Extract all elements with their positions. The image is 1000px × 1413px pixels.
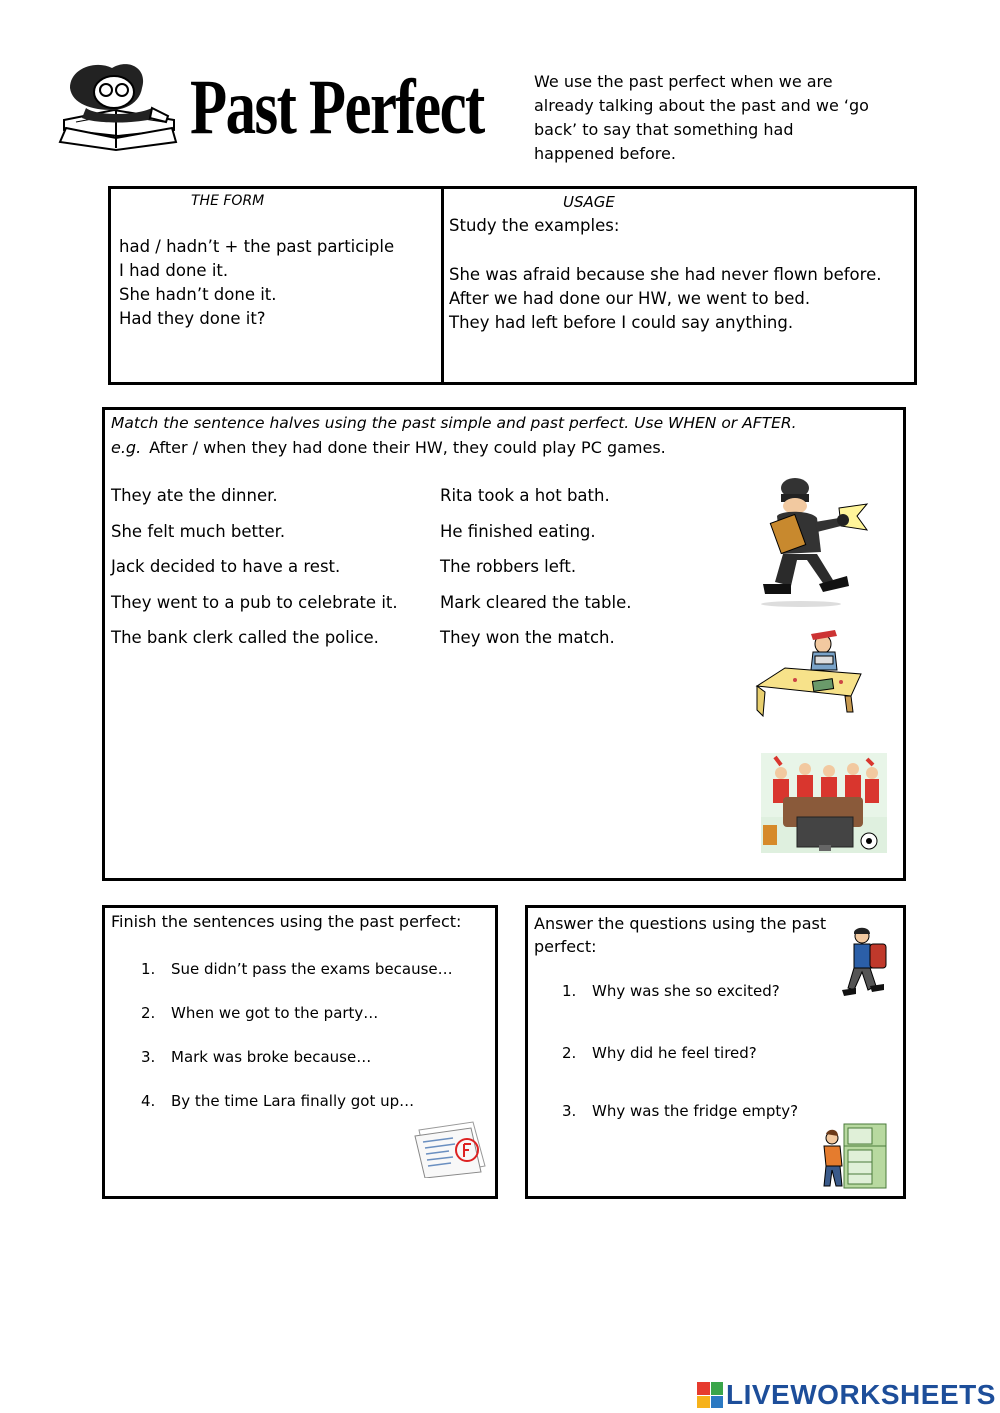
finish-title: Finish the sentences using the past perfect: bbox=[111, 912, 462, 931]
item-number: 3. bbox=[562, 1102, 577, 1120]
finish-sentences-box bbox=[102, 905, 498, 1199]
form-line: I had done it. bbox=[119, 261, 229, 280]
form-lines bbox=[119, 235, 394, 331]
item-number: 4. bbox=[141, 1092, 156, 1110]
logo-square bbox=[711, 1382, 724, 1395]
left-sentence: She felt much better. bbox=[111, 521, 286, 541]
right-sentence: They won the match. bbox=[440, 628, 615, 647]
form-line: Had they done it? bbox=[119, 309, 266, 328]
empty-fridge-icon bbox=[820, 1120, 890, 1192]
intro-text: We use the past perfect when we are already talking about the past and we ‘go back’ to say that something had happened before. bbox=[534, 72, 869, 163]
right-sentence: The robbers left. bbox=[440, 557, 577, 576]
item-number: 1. bbox=[141, 960, 156, 978]
liveworksheets-logo[interactable] bbox=[697, 1378, 996, 1412]
usage-line: They had left before I could say anything. bbox=[449, 313, 794, 332]
item-text: When we got to the party… bbox=[171, 1004, 379, 1022]
item-text: Why was she so excited? bbox=[592, 982, 780, 1000]
usage-line: After we had done our HW, we went to bed. bbox=[449, 289, 811, 308]
student-backpack-icon bbox=[840, 926, 894, 1002]
page-title: Past Perfect bbox=[190, 63, 484, 150]
form-heading: THE FORM bbox=[191, 193, 265, 209]
item-number: 3. bbox=[141, 1048, 156, 1066]
item-text: Why did he feel tired? bbox=[592, 1044, 757, 1062]
column-divider bbox=[441, 189, 444, 382]
item-number: 2. bbox=[141, 1004, 156, 1022]
football-fans-icon bbox=[761, 753, 887, 853]
left-sentence: They ate the dinner. bbox=[111, 486, 278, 505]
right-sentence: Mark cleared the table. bbox=[440, 592, 632, 612]
item-text: Why was the fridge empty? bbox=[592, 1102, 799, 1120]
answer-title: Answer the questions using the past perfect: bbox=[534, 914, 827, 956]
robber-icon bbox=[751, 476, 871, 610]
usage-line: She was afraid because she had never flown before. bbox=[449, 265, 882, 284]
example-text: After / when they had done their HW, they could play PC games. bbox=[149, 438, 666, 457]
left-sentence: The bank clerk called the police. bbox=[111, 628, 379, 647]
logo-square bbox=[697, 1396, 710, 1409]
left-sentence: Jack decided to have a rest. bbox=[111, 557, 341, 576]
failed-test-icon bbox=[413, 1120, 493, 1178]
item-text: Mark was broke because… bbox=[171, 1048, 372, 1066]
answer-questions-box bbox=[525, 905, 906, 1199]
right-sentence: Rita took a hot bath. bbox=[440, 486, 610, 505]
item-text: By the time Lara finally got up… bbox=[171, 1092, 415, 1110]
form-usage-box bbox=[108, 186, 917, 385]
right-sentence-column bbox=[440, 486, 632, 664]
match-exercise-box bbox=[102, 407, 906, 881]
item-text: Sue didn’t pass the exams because… bbox=[171, 960, 453, 978]
logo-text: LIVEWORKSHEETS bbox=[726, 1379, 996, 1410]
form-line: She hadn’t done it. bbox=[119, 285, 277, 304]
usage-heading: USAGE bbox=[563, 193, 615, 211]
messy-table-icon bbox=[755, 630, 865, 718]
match-instruction: Match the sentence halves using the past simple and past perfect. Use WHEN or AFTER. bbox=[111, 414, 797, 432]
logo-mark-icon bbox=[697, 1382, 723, 1408]
match-example bbox=[111, 438, 666, 457]
right-sentence: He finished eating. bbox=[440, 521, 596, 541]
item-number: 2. bbox=[562, 1044, 577, 1062]
form-line: had / hadn’t + the past participle bbox=[119, 237, 395, 256]
example-label: e.g. bbox=[111, 438, 142, 457]
reading-man-icon bbox=[56, 58, 180, 152]
left-sentence: They went to a pub to celebrate it. bbox=[111, 592, 398, 612]
logo-square bbox=[711, 1396, 724, 1409]
item-number: 1. bbox=[562, 982, 577, 1000]
usage-intro: Study the examples: bbox=[449, 216, 620, 235]
left-sentence-column bbox=[111, 486, 398, 664]
logo-square bbox=[697, 1382, 710, 1395]
usage-lines bbox=[449, 263, 881, 335]
